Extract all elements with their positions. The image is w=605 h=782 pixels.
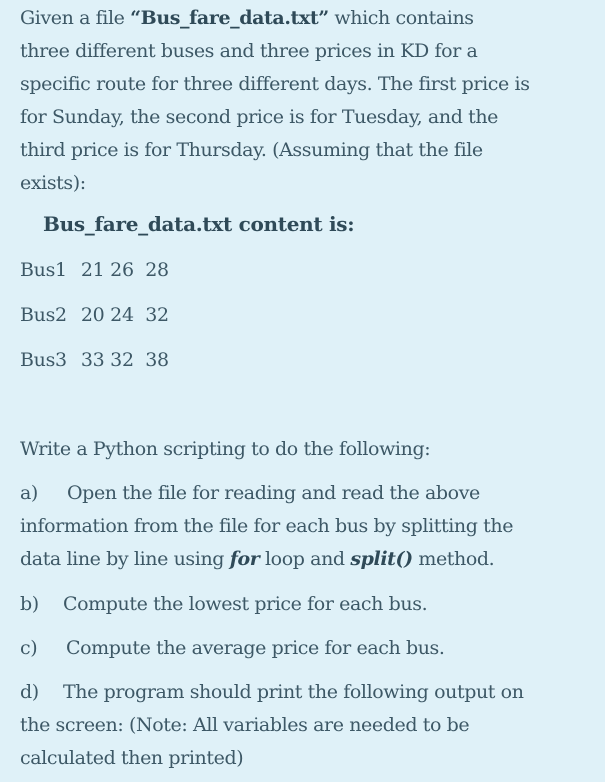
bus-row-2 bbox=[20, 304, 169, 326]
intro-line-5: third price is for Thursday. (Assuming that the file bbox=[20, 139, 483, 161]
item-b-text: Compute the lowest price for each bus. bbox=[63, 593, 428, 615]
content-heading: Bus_fare_data.txt content is: bbox=[43, 212, 355, 236]
intro-line-1 bbox=[20, 2, 474, 35]
intro-line-3: specific route for three different days. The first price is bbox=[20, 73, 530, 95]
item-c bbox=[20, 632, 445, 665]
item-d-line-3: calculated then printed) bbox=[20, 747, 244, 769]
task-intro: Write a Python scripting to do the following: bbox=[20, 438, 431, 460]
intro-text: which contains bbox=[328, 7, 474, 29]
bus-row-3 bbox=[20, 349, 169, 371]
item-d-marker: d) bbox=[20, 681, 39, 703]
keyword-split: split() bbox=[350, 548, 413, 570]
keyword-for: for bbox=[229, 548, 260, 570]
bus-name: Bus1 bbox=[20, 259, 67, 281]
bus-name: Bus3 bbox=[20, 349, 67, 371]
intro-line-6: exists): bbox=[20, 172, 86, 194]
item-a-text: loop and bbox=[259, 548, 351, 570]
bus-values: 21 26 28 bbox=[80, 259, 169, 281]
item-a-line-1 bbox=[20, 477, 480, 510]
item-d-line-1 bbox=[20, 676, 524, 709]
item-a-text: data line by line using bbox=[20, 548, 230, 570]
item-a-line-3 bbox=[20, 543, 494, 576]
item-d-text: The program should print the following output on bbox=[63, 681, 524, 703]
bus-values: 20 24 32 bbox=[80, 304, 169, 326]
item-c-text: Compute the average price for each bus. bbox=[66, 637, 445, 659]
item-a-marker: a) bbox=[20, 482, 38, 504]
intro-text: Given a file bbox=[20, 7, 131, 29]
intro-line-4: for Sunday, the second price is for Tuesday, and the bbox=[20, 106, 499, 128]
bus-values: 33 32 38 bbox=[80, 349, 169, 371]
bus-name: Bus2 bbox=[20, 304, 67, 326]
item-d-line-2: the screen: (Note: All variables are needed to be bbox=[20, 714, 470, 736]
intro-line-2: three different buses and three prices in KD for a bbox=[20, 40, 478, 62]
file-name: “Bus_fare_data.txt” bbox=[130, 7, 329, 29]
item-b bbox=[20, 588, 427, 621]
item-a-text: method. bbox=[412, 548, 495, 570]
bus-row-1 bbox=[20, 259, 169, 281]
item-a-text: Open the file for reading and read the above bbox=[67, 482, 480, 504]
item-c-marker: c) bbox=[20, 637, 38, 659]
item-b-marker: b) bbox=[20, 593, 39, 615]
item-a-line-2: information from the file for each bus by splitting the bbox=[20, 515, 514, 537]
